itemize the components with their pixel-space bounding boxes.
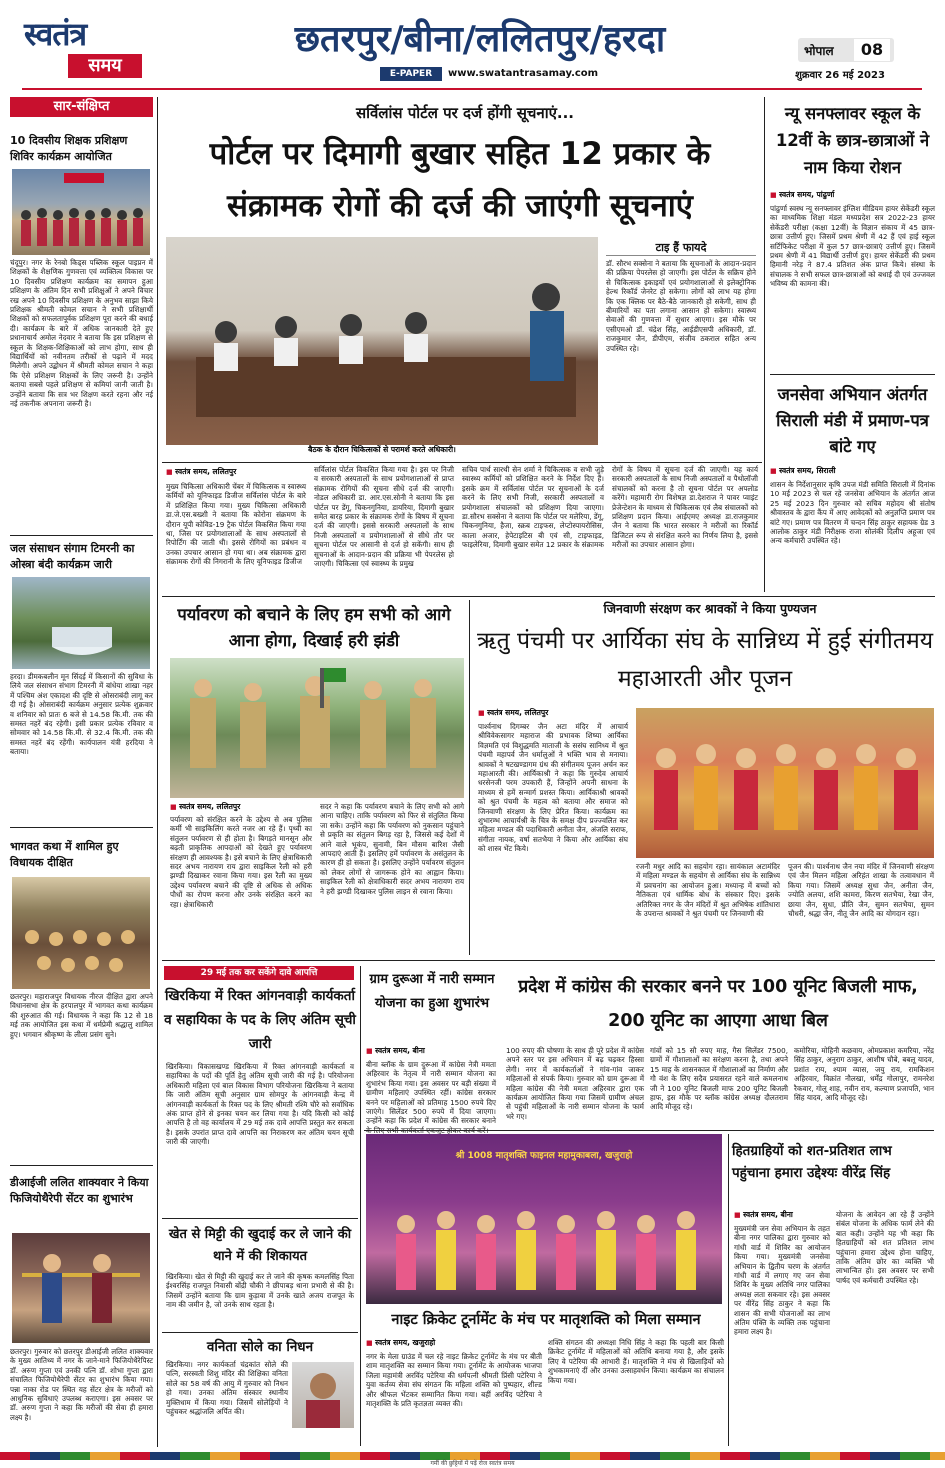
website-link[interactable]: www.swatantrasamay.com: [448, 68, 599, 79]
masthead: [0, 0, 945, 92]
column-divider: [360, 966, 361, 1446]
jain-col-3: पूजन की। पार्श्वनाथ जैन नया मंदिर में जिनवाणी संरक्षण एवं जैन मिलन महिला अरिहंत शाखा के तत्वावधान में किया गया। जिसमें अध्यक्ष सुधा जैन, अनीता जैन, ज्योति अलया, शशि कामरा, किरण सतभैया, रेखा जैन, छाया जैन, सुधा, प्रीति जैन, सुमन सतभैया, सुमन चौधरी, श्रद्धा जैन, नीतू जैन आदि का योगदान रहा।: [788, 862, 934, 919]
section-divider: [162, 960, 935, 961]
jain-byline: ■ स्वतंत्र समय, ललितपुर: [478, 708, 628, 718]
divider: [10, 535, 153, 536]
women-prayer-photo-icon: [636, 708, 934, 858]
canal-water-icon: [12, 577, 150, 669]
hitgrahi-col-2: योजना के आवेदन आ रहे हैं उन्होंने संबंल योजना के अधिक फार्म लेने की बात कही। उन्होंने यह भी कहा कि हितग्राहियों को शत प्रतिशत लाभ पहुंचाना हमारा उद्देश्य होना चाहिए, ताकि अंतिम छोर का व्यक्ति भी लाभान्वित हो। इस अवसर पर सभी पार्षद एवं कर्मचारी उपस्थित रहे।: [836, 1210, 934, 1285]
column-divider: [764, 97, 765, 592]
meeting-photo-icon: [166, 237, 598, 445]
jain-headline[interactable]: ऋतु पंचमी पर आर्यिका संघ के सान्निध्य में हुई संगीतमय महाआरती और पूजन: [476, 628, 934, 692]
nari-headline[interactable]: ग्राम दुरूआ में नारी सम्मान योजना का हुआ शुभारंभ: [369, 972, 495, 1011]
env-byline: ■ स्वतंत्र समय, ललितपुर: [170, 802, 310, 812]
sidebar-story-1-body: चंदूपुर। नगर के रेनबो किड्स पब्लिक स्कूल पाइप्रन में शिक्षकों के शैक्षणिक गुणवत्ता एवं व्यक्तित्व विकास पर 10 दिवसीय प्रशिक्षण कार्यक्रम का समापन हुआ प्रशिक्षण के अंतिम दिन सभी प्रशिक्षुओं ने अपने विचार रख अपने 10 दिवसीय प्रशिक्षण के अनुभव साझा किये प्रशिक्षक श्रीमती कोमल सचान ने सभी प्रशिक्षार्थी शिक्षकों को सफलतापूर्वक प्रशिक्षण पूरा करने की बधाई दी। कार्यक्रम के बारे में अधिक जानकारी देते हुए प्रधानाचार्य अमोल नेदवार ने बताया कि इस प्रशिक्षण से स्कूल के शिक्षक-शिक्षिकाओं को लाभ होगा, साथ ही विद्यार्थियों को नवीनतम तरीकों से पढ़ाने में मदद मिलेगी। अपने उद्बोधन में श्रीमती कोमल सचान ने कहा कि ऐसे प्रशिक्षण शिक्षकों के लिए जरूरी है। उन्होंने बताया सबसे पहले प्रशिक्षण से कमियां जानी जाती है। उन्होंने बताया कि सत्र भर शिक्षण करते रहना और नई नई तकनीक अपनाना जरूरी है।: [10, 258, 153, 409]
jain-col-1: पार्श्वनाथ दिगम्बर जैन अटा मंदिर में आचार्य श्रीविवेकसागर महाराज की प्रभावक शिष्या आर्यिका विज्ञमति एवं विशुद्धमति माताजी के ससंघ सानिध्य में श्रुत पंचमी महापर्व जैन धर्मालुओं ने भक्ति भाव से मनाया। श्रावकों ने षटखण्डागम ग्रंथ की संगीतमय पूजन अर्चन कर महाआरती की। आर्यिकाश्री ने कहा कि गुरुदेव आचार्य धरसेनजी परम उपकारी हैं, जिन्होंने अपनी साधना के माध्यम से हमें सन्मार्ग प्रशस्त किया। आर्यिकाश्री श्रावकों को श्रुत पंचमी के महत्व को बताया और समाज को जिनवाणी संरक्षण के लिए प्रेरित किया। कार्यक्रम का शुभारम्भ आचार्यश्री के चित्र के समक्ष दीप प्रज्ज्वलित कर महिला मण्डल की पदाधिकारी अनीता जैन, अंजलि सराफ, संगीता नायक, वर्षा सतभैया ने किया और आर्यिका संघ को शास्त्र भेंट किये।: [478, 722, 628, 854]
sidebar-story-4-body: छतरपुर। गुरुवार को छतरपुर डीआईजी ललित शाक्यवार के मुख्य आतिथ्य में नगर के जाने-माने फिजियोथैरेपिस्ट डॉ. अरुण गुप्ता एवं उनकी पत्नि डॉ. शोभा गुप्ता द्वारा संचालित फिजियोथैरेपी सेंटर का शुभारंभ किया गया। पन्ना नाका रोड पर स्थित यह सेंटर क्षेत्र के मरीजों को आधुनिक सुविधाएं उपलब्ध कराएगा। इस अवसर पर डॉ. अरुण गुप्ता ने कहा कि मरीजों की सेवा ही हमारा लक्ष्य है।: [10, 1347, 153, 1422]
police-rally-photo-icon: [170, 658, 464, 798]
lead-headline[interactable]: पोर्टल पर दिमागी बुखार सहित 12 प्रकार के संक्रामक रोगों की दर्ज की जाएंगी सूचनाएं: [209, 136, 711, 224]
env-headline[interactable]: पर्यावरण को बचाने के लिए हम सभी को आगे आना होगा, दिखाई हरी झंडी: [177, 605, 451, 650]
anganwadi-body: खिरकिया। विकासखण्ड खिरकिया में रिक्त आंगनवाड़ी कार्यकर्ता व सहायिका के पदों की पूर्ति हेतु अंतिम सूची जारी की गई है। परियोजना अधिकारी महिला एवं बाल विकास विभाग परियोजना खिरकिया ने बताया कि जारी अंतिम सूची अनुसार ग्राम सोमपुर के आंगनवाड़ी केन्द्र में आंगनवाड़ी कार्यकर्ता के रिक्त पद के लिए श्रीमती रश्मि चौरे को सर्वाधिक अंक प्राप्त होने से इनका चयन कर लिया गया है। यदि किसी को कोई आपत्ति है तो वह कार्यालय में 29 मई तक दावे आपत्ति प्रस्तुत कर सकता है। इसके उपरांत प्राप्त दावे आपत्ति का निराकरण कर अंतिम चयन सूची जारी की जाएगी।: [166, 1062, 354, 1147]
column-divider: [728, 1134, 729, 1446]
edition-title: छतरपुर/बीना/ललितपुर/हरदा: [294, 19, 666, 60]
sidebar-story-1-photo: [12, 169, 150, 255]
lead-photo: [166, 237, 598, 445]
sidebar-story-4-title[interactable]: डीआईजी ललित शाक्यवार ने किया फिजियोथैरेपी सेंटर का शुभारंभ: [10, 1176, 149, 1205]
env-photo: [170, 658, 464, 798]
divider: [10, 827, 153, 828]
obit-body: खिरकिया। नगर कार्यकर्ता चंद्रकांत सोले की पत्नि, सरस्वती शिशु मंदिर की शिक्षिका वनिता सोले का 58 वर्ष की आयु में गुरुवार को निधन हो गया। उनका अंतिम संस्कार स्थानीय मुक्तिधाम में किया गया। जिसमें सोलेड़ियों ने पहुंचकर श्रद्धांजलि अर्पित की।: [166, 1360, 288, 1417]
sidebar-story-3-body: छतरपुर। महाराजपुर विधायक नीरज दीक्षित द्वारा अपने विधानसभा क्षेत्र के हरपालपुर में भागवत कथा कार्यक्रम की शुरुआत की गई। विधायक ने कहा कि 12 से 18 मई तक आयोजित इस कथा में धर्मप्रेमी श्रद्धालु शामिल हुए। भगवान श्रीकृष्ण के लीला प्रसंग सुने।: [10, 992, 153, 1039]
section-divider: [162, 596, 935, 597]
cricket-banner-text: श्री 1008 मातृशक्ति फाइनल महामुकाबला, खजुराहो: [455, 1151, 633, 1161]
hitgrahi-byline: ■ स्वतंत्र समय, बीना: [734, 1210, 834, 1220]
divider: [162, 1332, 358, 1333]
lead-byline: ■ स्वतंत्र समय, ललितपुर: [166, 467, 306, 477]
jain-photo: [636, 708, 934, 858]
portrait-icon: [292, 1362, 354, 1428]
lead-kicker: सर्विलांस पोर्टल पर दर्ज होंगी सूचनाएं...: [355, 104, 574, 122]
lead-col-3: सचिव पार्थ सारथी सेन शर्मा ने चिकित्सक व सभी जुड़े स्वास्थ्य कर्मियों को प्रशिक्षित करने के निर्देश दिए हैं। इसके क्रम में सर्विलांस पोर्टल पर सूचनाओं के दर्ज करने के लिए सभी निजी, सरकारी अस्पतालों व प्रयोगशाला संचालकों को प्रशिक्षण दिया जाएगा। डा.सौरभ सक्सेना ने बताया कि पोर्टल पर मलेरिया, डेंगू, चिकनगुनिया, हैजा, स्क्रब टाइफस, लेप्टोस्पायरोसिस, काला अजार, हेपेटाइटिस बी एवं सी, टाइफाइड, फाइलेरिया, दिमागी बुखार समेत 12 प्रकार के संक्रामक: [462, 465, 604, 550]
right-story-2-body: शासन के निर्देशानुसार कृषि उपज मंडी समिति सिराली में दिनांक 10 मई 2023 से चल रहे जनसेवा अभियान के अंतर्गत आज 25 मई 2023 दिन गुरुवार को सचिव महोदय श्री संतोष श्रीवास्तव के द्वारा कैंप में आए आवेदकों को अनुज्ञप्ति प्रमाण पत्र बांटे गए। प्रमाण पत्र वितरण में चन्दन सिंह ठाकुर सहायक ग्रेड 3 आलोक ठाकुर मंडी निरीक्षक राजा सोलंकी दिलीप अहूजा एवं अन्य कर्मचारी उपस्थित रहे।: [770, 480, 935, 546]
cricket-col-1: नगर के मेला ग्राउंड में चल रहे नाइट क्रिकेट टूर्नामेंट के मंच पर बीती शाम मातृशक्ति का सम्मान किया गया। टूर्नामेंट के आयोजक भाजपा जिला महामंत्री अरविंद पटेरिया की धर्मपत्नी श्रीमती प्रिंसी पटेरिया ने युवा कर्तव्य सेवा संघ संगठन कि महिला शक्ति को पुष्पहार, शील्ड और श्रीफल भेंटकर सम्मानित किया गया। बहीं अरविंद पटेरिया ने मातृशक्ति के प्रति कृतज्ञता व्यक्त की।: [366, 1352, 542, 1409]
right-story-2-byline: ■ स्वतंत्र समय, सिराली: [770, 466, 935, 476]
masthead-rule: [22, 88, 922, 90]
column-divider: [157, 97, 158, 1447]
divider: [162, 462, 762, 463]
divider: [364, 1130, 934, 1131]
divider: [10, 1165, 153, 1166]
farm-body: खिरकिया। खेत से मिट्टी की खुदाई कर ले जाने की कृषक कमलसिंह पिता ईश्वरसिंह राजपूत निवासी बोंद्री चौकी ने छीपाबड़ थाना प्रभारी से की है। जिसमें उन्होंने बताया कि ग्राम कुड़ावा में उनके खाते अजय राजपूत के नाम की जमीन है, जो उनके साथ रहता है।: [166, 1272, 354, 1310]
lead-col-4: रोगों के विषय में सूचना दर्ज की जाएगी। यह कार्य सरकारी अस्पतालों के साथ निजी अस्पतालों व पैथोलॉजी संचालकों को करना है तो सूचना पोर्टल पर अपलोड करेंगे। महामारी रोग विशेषज्ञ डा.देशराज ने पावर प्वाइंट प्रेजेन्टेशन के माध्यम से चिकित्सक एवं लैब संचालकों को प्रशिक्षण प्रदान किया। आईएमए अध्यक्ष डा.राजकुमार जैन ने बताया कि भारत सरकार ने मरीजों का रिकॉर्ड डिजिटल रूप से संरक्षित करने का निर्णय लिया है, इससे मरीजों का उपचार आसान होगा।: [612, 465, 758, 550]
lead-col-2: सर्विलांस पोर्टल विकसित किया गया है। इस पर निजी व सरकारी अस्पतालों के साथ प्रयोगशालाओं से प्राप्त संक्रामक रोगियों की सूचना सीधे दर्ज की जाएगी। नोडल अधिकारी डा. आर.एस.सोनी ने बताया कि इस पोर्टल पर डेंगू, चिकनगुनिया, डायरिया, दिमागी बुखार समेत बारह प्रकार के संक्रामक रोगों के बिषय में सूचना दर्ज की जाएगी। इससे सरकारी अस्पतालों के साथ निजी अस्पतालों व प्रयोगशालाओं से सीधे तौर पर सूचना पोर्टल पर आसानी से दर्ज हो सकेंगी। साथ ही सूचनाओं के आदान-प्रदान की प्रक्रिया भी पेपरलेस हो जाएगी। चिकित्सा एवं स्वास्थ्य के प्रमुख: [314, 465, 454, 569]
right-story-2-title[interactable]: जनसेवा अभियान अंतर्गत सिराली मंडी में प्रमाण-पत्र बांटे गए: [776, 385, 929, 456]
cricket-photo: [366, 1134, 722, 1304]
column-divider: [469, 600, 470, 955]
obit-photo: [292, 1362, 354, 1428]
lead-sidebox-body: डॉ. सौरभ सक्सेना ने बताया कि सूचनाओं के आदान-प्रदान की प्रक्रिया पेपरलेस हो जाएगी। इस पोर्टल के सक्रिय होने से चिकित्सक इकाइयों एवं प्रयोगशालाओं से इलेक्ट्रोनिक हेल्थ रिकॉर्ड जेनरेट हो सकेगा। लोगों को लाभ यह होगा कि एक क्लिक पर बैठे-बैठे जानकारी हो सकेगी, साथ ही बीमारियों का पता लगाना आसान हो सकेगा। स्वास्थ्य सेवाओं की गुणवत्ता में सुधार आएगा। इस मौके पर एसीएमओ डॉ. चंद्रेश सिंह, आईडीएसपी अधिकारी, डॉ. राजकुमार जैन, डीपीएम, संजीव ठकराल सहित अन्य उपस्थित रहे।: [606, 259, 756, 353]
logo-bottom-text: समय: [68, 54, 142, 78]
sidebar-story-1-title[interactable]: 10 दिवसीय शिक्षक प्रशिक्षण शिविर कार्यक्रम आयोजित: [10, 134, 128, 163]
congress-headline[interactable]: प्रदेश में कांग्रेस की सरकार बनने पर 100 यूनिट बिजली माफ, 200 यूनिट का आएगा आधा बिल: [518, 977, 918, 1031]
right-story-1-body: पांढुर्णा स्वस्थ न्यू सनफ्लावर इंग्लिश मीडियम हायर सेकेंडरी स्कूल का माध्यमिक शिक्षा मंडल मध्यप्रदेश सत्र 2022-23 हायर सेकेंडरी परीक्षा (कक्षा 12वीं) के विज्ञान संकाय में 45 छात्र-छात्रा उत्तीर्ण हुए। जिसमें प्रथम श्रेणी में 42 हैं एवं हाई स्कूल सर्टिफिकेट परीक्षा में कुल 57 छात्र-छात्राएं उत्तीर्ण हुए। जिसमें प्रथम श्रेणी में 41 विद्यार्थी उत्तीर्ण हुए। हायर सेकेंडरी की प्रथम हिमानी नरेड़ ने 87.4 प्रतिशत अंक प्राप्त किये। संस्था के संचालक ने सभी सफल छात्र-छात्राओं को बधाई दी एवं उज्जवल भविष्य की कामना की।: [770, 204, 935, 289]
divider: [770, 374, 935, 375]
right-story-1-title[interactable]: न्यू सनफ्लावर स्कूल के 12वीं के छात्र-छात्राओं ने नाम किया रोशन: [775, 104, 930, 177]
hitgrahi-headline[interactable]: हितग्राहियों को शत-प्रतिशत लाभ पहुंचाना हमारा उद्देश्यः वीरेंद्र सिंह: [732, 1143, 892, 1181]
ribbon-cutting-icon: [12, 1233, 150, 1343]
group-photo-icon: [12, 169, 150, 255]
cricket-byline: ■ स्वतंत्र समय, खजुराहो: [366, 1338, 486, 1348]
env-col-2: सदर ने कहा कि पर्यावरण बचाने के लिए सभी को आगे आना चाहिए। ताकि पर्यावरण को फिर से संतुलित किया जा सके। उन्होंने कहा कि पर्यावरण को नुकसान पहुंचाने से प्रकृति का संतुलन बिगड़ रहा है, जिससे कई देशों में आने वाले भूकंप, सुनामी, बिन मौसम बारिश जैसी आपदाएं आती हैं। इसलिए हमें पर्यावरण के असंतुलन के कारण ही हो सकता है। इसलिए उन्होंने पर्यावरण संतुलन को लेकर लोगों से जागरूक होने का आह्वान किया। साइकिल रैली को क्षेत्राधिकारी सदर अभय नारायण राय ने हरी झण्डी दिखाकर पुलिस लाइन से रवाना किया।: [320, 802, 464, 896]
jain-kicker: जिनवाणी संरक्षण कर श्रावकों ने किया पुण्यजन: [603, 601, 817, 616]
anganwadi-headline[interactable]: खिरकिया में रिक्त आंगनवाड़ी कार्यकर्ता व सहायिका के पद के लिए अंतिम सूची जारी: [164, 988, 356, 1052]
obit-headline[interactable]: वनिता सोले का निधन: [206, 1339, 314, 1355]
issue-date: शुक्रवार 26 मई 2023: [795, 70, 885, 81]
logo-top-text: स्वतंत्र: [24, 15, 87, 53]
congress-col-2: गांवों को 15 सौ रुपए माह, गैस सिलेंडर 7500, ग्रामों में गौशालाओं का सरंक्षण करना है, तथा अपने 15 माह के शासनकाल में गौशालाओं का निर्माण और गौ वंश के लिए सदैव प्रयासरत रहने वाले कमलनाथ जी ने 100 यूनिट बिजली माफ 200 यूनिट बिजली हाफ, इस मौके पर ब्लॉक कांग्रेस अध्यक्ष दौलतराम आदि मौजूद रहे।: [650, 1046, 788, 1112]
divider: [162, 1218, 358, 1219]
city-name: भोपाल: [804, 44, 834, 58]
nari-body: बीना ब्लॉक के ग्राम दुरूआ में कांग्रेस नेत्री ममता अहिरवार के नेतृत्व में नारी सम्मान योजना का शुभारंभ किया गया। इस अवसर पर बड़ी संख्या में ग्रामीण महिलाएं उपस्थित रहीं। कांग्रेस सरकार बनने पर महिलाओं को प्रतिमाह 1500 रुपये दिए जाएंगे। सिलेंडर 500 रुपये में दिया जाएगा। उन्होंने कहा कि प्रदेश में कांग्रेस की सरकार बनाने: [366, 1060, 496, 1126]
epaper-label: E-PAPER: [380, 67, 442, 81]
farm-headline[interactable]: खेत से मिट्टी की खुदाई कर ले जाने की थाने में की शिकायत: [168, 1227, 352, 1264]
city-badge: [798, 38, 894, 62]
footer-stripe: [0, 1452, 945, 1460]
congress-col-3: कमोरिया, मोहिनी कछवाय, ओमप्रकाश कमरिया, नरेंद्र सिंह ठाकुर, अनुराग ठाकुर, आशीष चौबे, बबलू यादव, प्रशांत राय, श्याम व्यास, जयु राय, रामकिशन अहिरवार, विक्रांत नौलखा, धर्मेंद्र गोलापुर, रामनरेश रैकवार, गोलू शाह, नवीन राय, कल्याण प्रजापति, भान सिंह यादव, आदि मौजूद रहे।: [794, 1046, 934, 1103]
lead-photo-caption: बैठक के दौरान चिकित्सकों से परामर्श करते अधिकारी।: [308, 445, 456, 454]
page-number: 08: [854, 39, 890, 61]
sidebar: [10, 97, 153, 1447]
lead-sidebox: [606, 240, 756, 458]
sidebar-story-2-photo: [12, 577, 150, 669]
logo[interactable]: [24, 14, 154, 84]
footer-slogan: गर्मी की छुट्टियों में पढ़ें रोज स्वतंत्र समय: [430, 1460, 515, 1467]
env-col-1: पर्यावरण को संरक्षित करने के उद्देश्य से अब पुलिस कर्मी भी साइकिलिंग करते नजर आ रहे हैं। पृथ्वी का संतुलन पर्यावरण से ही होता है। बिगड़ते मानसून और बढ़ती प्राकृतिक आपदाओं को देखते हुए पर्यावरण संरक्षण ही आवश्यक है। इसे बचाने के लिए क्षेत्राधिकारी सदर अभय नारायण राय द्वारा साइकिल रैली को हरी झण्डी दिखाकर रवाना किया गया। इस रैली का मुख्य उद्देश्य पर्यावरण बचाने की दृष्टि से अधिक से अधिक पौधों का रोपण करना और उनके संरक्षित करने का रहा। क्षेत्राधिकारी: [170, 815, 312, 909]
right-story-1-byline: ■ स्वतंत्र समय, पांढुर्णा: [770, 190, 935, 200]
nari-byline: ■ स्वतंत्र समय, बीना: [366, 1046, 496, 1056]
sidebar-story-3-title[interactable]: भागवत कथा में शामिल हुए विधायक दीक्षित: [10, 840, 119, 869]
hitgrahi-col-1: मुख्यमंत्री जन सेवा अभियान के तहत बीना नगर पालिका द्वारा गुरुवार को गांधी वार्ड में शिविर का आयोजन किया गया। मुख्यमंत्री जनसेवा अभियान के द्वितीय चरण के अंतर्गत गांधी वार्ड में लगाए गए जन सेवा शिविर के मुख्य अतिथि नगर पालिका अध्यक्ष लता सकवार रहे। इस अवसर पर वीरेंद्र सिंह ठाकुर ने कहा कि शासन की सभी योजनाओं का लाभ अंतिम पंक्ति के व्यक्ति तक पहुंचाना हमारा लक्ष्य है।: [734, 1224, 830, 1337]
congress-col-1: 100 रुपए की घोषणा के साथ ही पूरे प्रदेश में कांग्रेस अपने स्तर पर इस अभियान में बढ़ चढ़कर हिस्सा लेगी। नगर में कार्यकर्ताओं ने गांव-गांव जाकर महिलाओं से संपर्क किया। गुरुवार को ग्राम दुरूआ में महिला कांग्रेस की नेत्री ममता अहिरवार द्वारा एक कार्यक्रम आयोजित किया गया जिसमें ग्रामीण अंचल से पहुंची महिलाओं के नारी सम्मान योजना के फार्म भरे गए।: [506, 1046, 644, 1121]
sidebar-story-4-photo: [12, 1233, 150, 1343]
lead-sidebox-title: टाइ हैं फायदे: [606, 240, 756, 256]
cricket-headline[interactable]: नाइट क्रिकेट टूर्नामेंट के मंच पर मातृशक्ति को मिला सम्मान: [391, 1312, 701, 1328]
sidebar-story-2-title[interactable]: जल संसाधन संगाम टिमरनी का ओस्त्रा बंदी कार्यक्रम जारी: [10, 542, 135, 571]
anganwadi-kicker: 29 मई तक कर सकेंगे दावे आपत्ति: [164, 966, 354, 980]
crowd-photo-icon: [12, 877, 150, 989]
jain-col-2: रजनी मधुर आदि का सहयोग रहा। सायंकाल अटामंदिर में महिला मण्डल के सहयोग से आर्यिका संघ के सान्निध्य में प्रवचनांग का आयोजन हुआ। मध्यान्ह में बच्चों को नैतिकता एवं धार्मिक बोध के संस्कार दिए। इसके अतिरिक्त नगर के जैन मंदिरों में श्रुत अभिषेक शांतिधारा के उपरान्त श्रावकों ने श्रुत पंचमी पर जिनवाणी की: [636, 862, 780, 919]
sidebar-story-2-body: हरदा। डीमकबलीन मून सिंदई में किसानों की सुविधा के लिये जल संसाधन संभाग टिमरनी में बांधेया शाखा नहर में पश्चिम अंश एकादश की दृष्टि से ओसराबंदी लागू कर दी गई है। ओसराबंदी कार्यक्रम अनुसार प्रत्येक शुक्रवार व शनिवार को प्रातः 6 बजे से 14.58 कि.मी. तक की समस्त नहरें बंद रहेगी। इसी प्रकार प्रत्येक रविवार व सोमवार को 14.58 कि.मी. से 32.4 कि.मी. तक की समस्त नहरें बंद रहेंगी। कार्यपालन यंत्री हरदिया ने बताया।: [10, 672, 153, 757]
sidebar-header: सार-संक्षिप्त: [10, 97, 153, 117]
cricket-col-2: शक्ति संगठन की अध्यक्षा निधि सिंह ने कहा कि पहली बार किसी क्रिकेट टूर्नामेंट में महिलाओं को अतिथि बनाया गया है, और इसके लिए वे पटेरिया की आभारी हैं। मातृशक्ति ने मंच से खिलाड़ियों को शुभकामनाएं दीं और उनका उत्साहवर्धन किया। कार्यक्रम का संचालन किया गया।: [548, 1338, 724, 1385]
lead-col-1: मुख्य चिकित्सा अधिकारी चेंबर में चिकित्सक व स्वास्थ्य कर्मियों को यूनिफाइड डिजीज सर्विलांस पोर्टल के बारे में प्रशिक्षित किया गया। मुख्य चिकित्सा अधिकारी डा.जे.एस.बख्शी ने बताया कि कोरोना संक्रमण के दौरान यूपी कोविड-19 ट्रैक पोर्टल विकसित किया गया था, जिस पर प्रयोगशालाओं के साथ अस्पतालों से रिपोर्टिंग की जाती थी। इससे रोगियों का प्रबंधन व उनका उपचार आसान हो गया था। अब संक्रामक द्वारा संक्रामक रोगों की निगरानी के लिए यूनिफाइड डिजीज: [166, 482, 306, 567]
sidebar-story-3-photo: [12, 877, 150, 989]
